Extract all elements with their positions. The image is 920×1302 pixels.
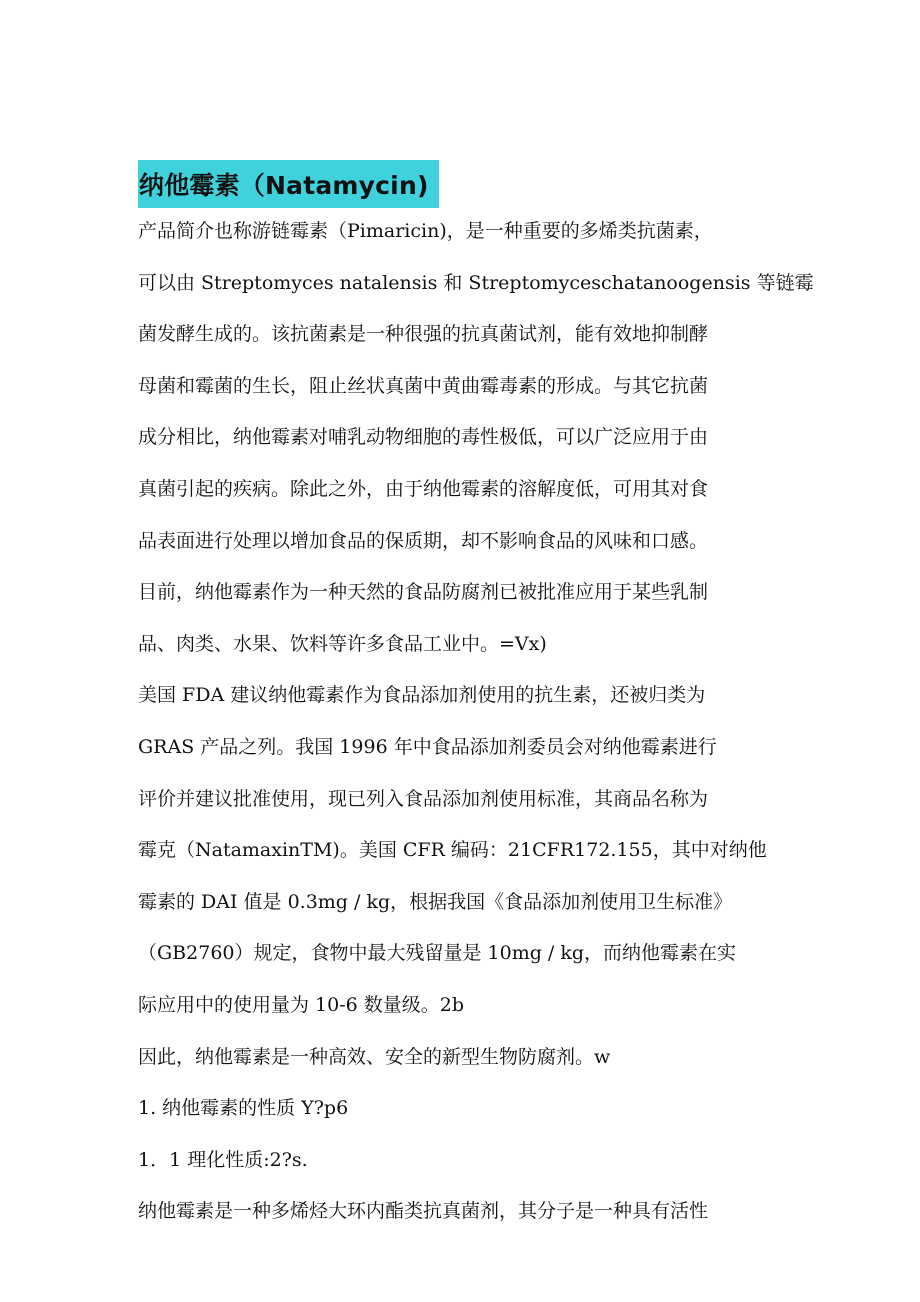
paragraph-line: 纳他霉素是一种多烯烃大环内酯类抗真菌剂，其分子是一种具有活性	[138, 1200, 709, 1223]
document-title: 纳他霉素（Natamycin)	[139, 171, 429, 200]
paragraph-line: 品表面进行处理以增加食品的保质期，却不影响食品的风味和口感。	[138, 529, 709, 552]
paragraph-line: 产品简介也称游链霉素（Pimaricin)，是一种重要的多烯类抗菌素，	[138, 220, 713, 242]
paragraph-line: 因此，纳他霉素是一种高效、安全的新型生物防腐剂。w	[138, 1045, 611, 1068]
paragraph-line: 霉素的 DAI 值是 0.3mg / kg，根据我国《食品添加剂使用卫生标准》	[138, 890, 733, 913]
paragraph-line: 霉克（NatamaxinTM)。美国 CFR 编码：21CFR172.155，其中对纳他	[138, 839, 767, 862]
subsection-heading: 1．1 理化性质:2?s.	[138, 1148, 308, 1171]
paragraph-line: 品、肉类、水果、饮料等许多食品工业中。=Vx)	[138, 632, 547, 655]
paragraph-line: （GB2760）规定，食物中最大残留量是 10mg / kg，而纳他霉素在实	[138, 942, 737, 965]
paragraph-line: 际应用中的使用量为 10-6 数量级。2b	[138, 993, 465, 1016]
paragraph-line: 美国 FDA 建议纳他霉素作为食品添加剂使用的抗生素，还被归类为	[138, 684, 706, 707]
section-heading: 1. 纳他霉素的性质 Y?p6	[138, 1097, 349, 1120]
paragraph-line: 评价并建议批准使用，现已列入食品添加剂使用标准，其商品名称为	[138, 787, 709, 810]
paragraph-line: 母菌和霉菌的生长，阻止丝状真菌中黄曲霉毒素的形成。与其它抗菌	[138, 374, 709, 397]
paragraph-line: 菌发酵生成的。该抗菌素是一种很强的抗真菌试剂，能有效地抑制酵	[138, 323, 709, 346]
document-body	[138, 206, 814, 1238]
paragraph-line: 目前，纳他霉素作为一种天然的食品防腐剂已被批准应用于某些乳制	[138, 581, 709, 604]
title-highlight	[138, 160, 439, 208]
paragraph-line: 可以由 Streptomyces natalensis 和 Streptomyceschatanoogensis 等链霉	[138, 271, 814, 294]
paragraph-line: 真菌引起的疾病。除此之外，由于纳他霉素的溶解度低，可用其对食	[138, 477, 709, 500]
paragraph-line: 成分相比，纳他霉素对哺乳动物细胞的毒性极低，可以广泛应用于由	[138, 426, 709, 449]
paragraph-line: GRAS 产品之列。我国 1996 年中食品添加剂委员会对纳他霉素进行	[138, 735, 717, 758]
